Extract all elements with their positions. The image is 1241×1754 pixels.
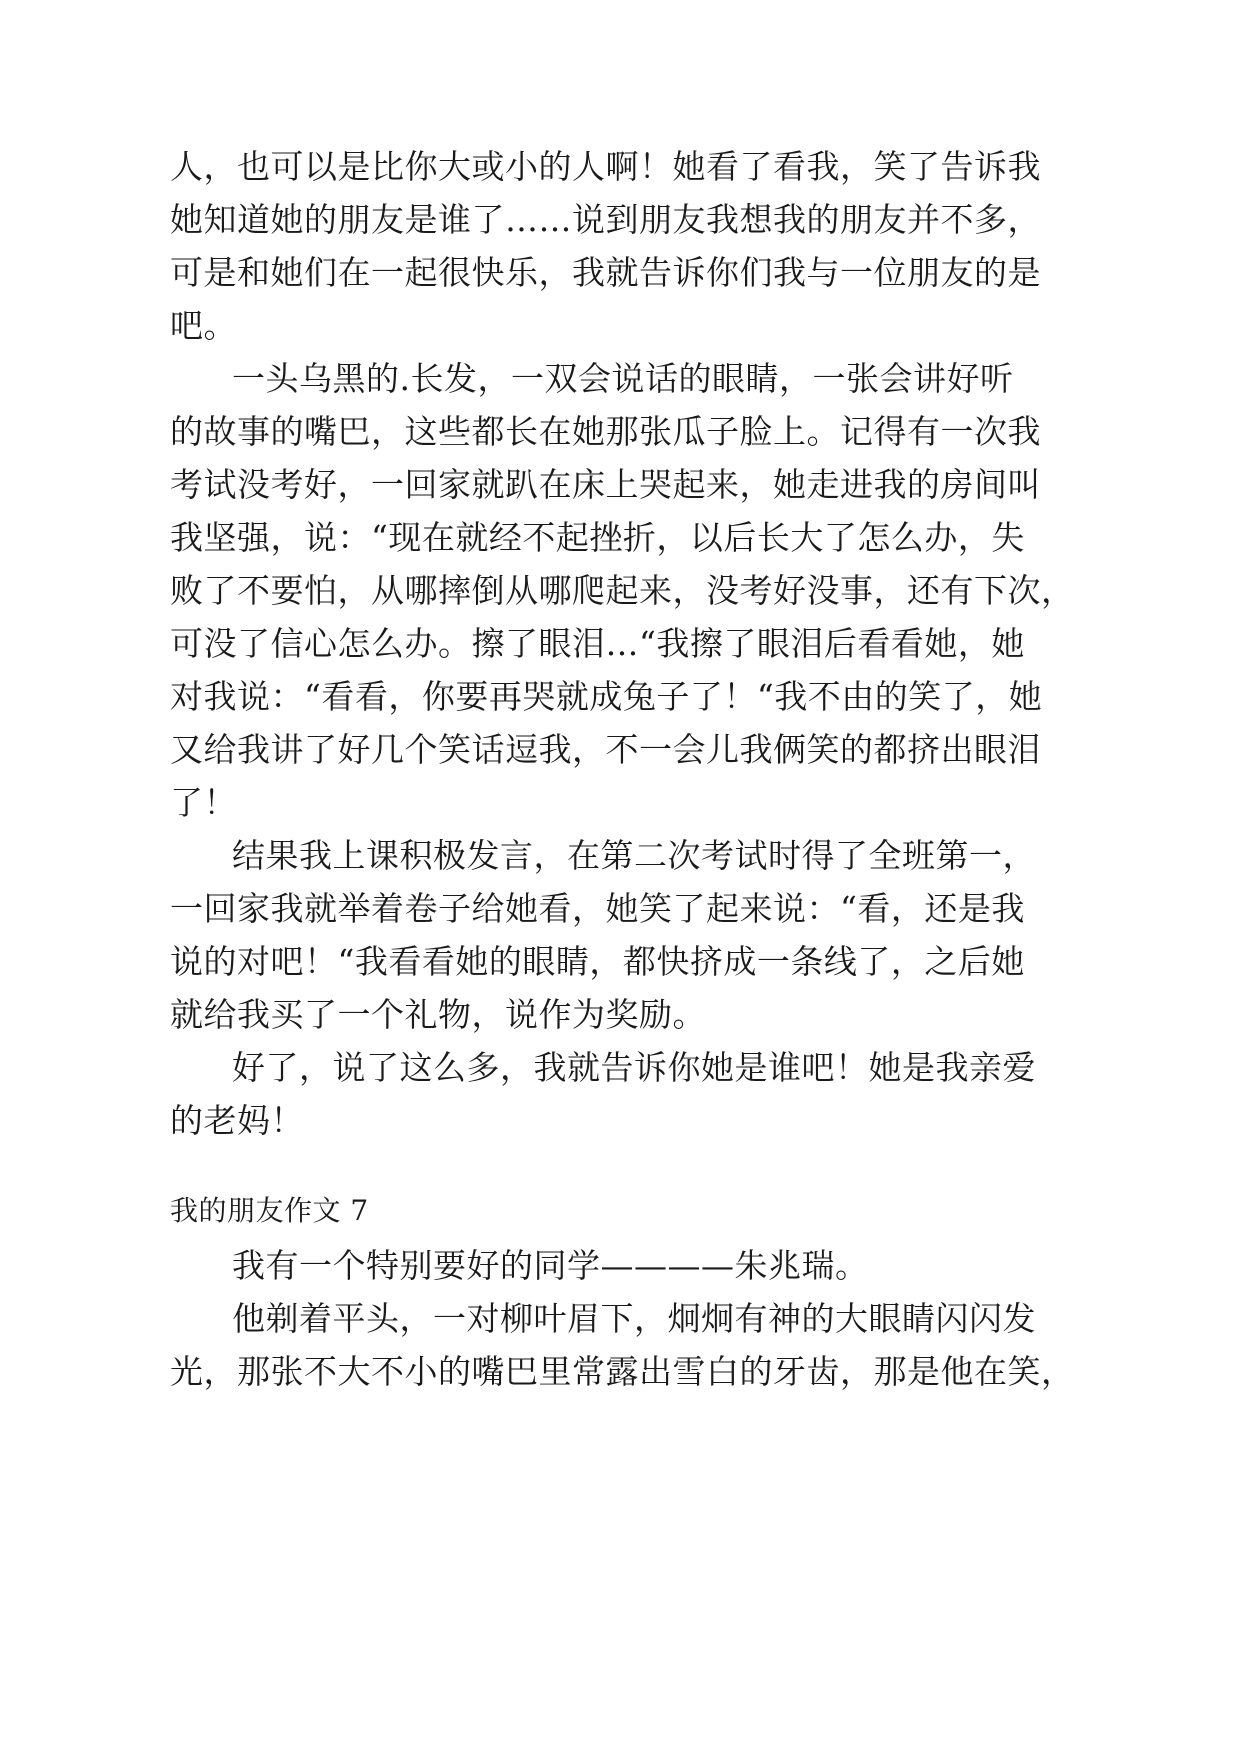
text-line: 又给我讲了好几个笑话逗我，不一会儿我俩笑的都挤出眼泪 — [170, 730, 1041, 769]
text-line: 人，也可以是比你大或小的人啊！她看了看我，笑了告诉我 — [170, 147, 1041, 186]
text-line: 我坚强，说：“现在就经不起挫折，以后长大了怎么办，失 — [170, 518, 1025, 557]
text-line: 了！ — [170, 783, 237, 822]
text-line: 可是和她们在一起很快乐，我就告诉你们我与一位朋友的是 — [170, 253, 1041, 292]
text-line: 说的对吧！“我看看她的眼睛，都快挤成一条线了，之后她 — [170, 942, 1025, 981]
text-line: 对我说：“看看，你要再哭就成兔子了！“我不由的笑了，她 — [170, 677, 1043, 716]
text-line: 败了不要怕，从哪摔倒从哪爬起来，没考好没事，还有下次， — [170, 571, 1075, 610]
text-line: 的老妈！ — [170, 1101, 304, 1140]
text-line: 考试没考好，一回家就趴在床上哭起来，她走进我的房间叫 — [170, 465, 1041, 504]
text-line: 一回家我就举着卷子给她看，她笑了起来说：“看，还是我 — [170, 889, 1025, 928]
text-line: 她知道她的朋友是谁了……说到朋友我想我的朋友并不多， — [170, 200, 1041, 239]
text-line: 我有一个特别要好的同学————朱兆瑞。 — [232, 1246, 869, 1285]
text-line: 就给我买了一个礼物，说作为奖励。 — [170, 995, 706, 1034]
text-line: 光，那张不大不小的嘴巴里常露出雪白的牙齿，那是他在笑， — [170, 1352, 1075, 1391]
section-title: 我的朋友作文 7 — [170, 1194, 369, 1227]
text-line: 吧。 — [170, 306, 237, 345]
text-line: 结果我上课积极发言，在第二次考试时得了全班第一， — [232, 836, 1036, 875]
text-line: 好了，说了这么多，我就告诉你她是谁吧！她是我亲爱 — [232, 1048, 1036, 1087]
text-line: 的故事的嘴巴，这些都长在她那张瓜子脸上。记得有一次我 — [170, 412, 1041, 451]
text-line: 可没了信心怎么办。擦了眼泪…“我擦了眼泪后看看她，她 — [170, 624, 1025, 663]
text-line: 一头乌黑的.长发，一双会说话的眼睛，一张会讲好听 — [232, 359, 1014, 398]
text-line: 他剃着平头，一对柳叶眉下，炯炯有神的大眼睛闪闪发 — [232, 1299, 1036, 1338]
